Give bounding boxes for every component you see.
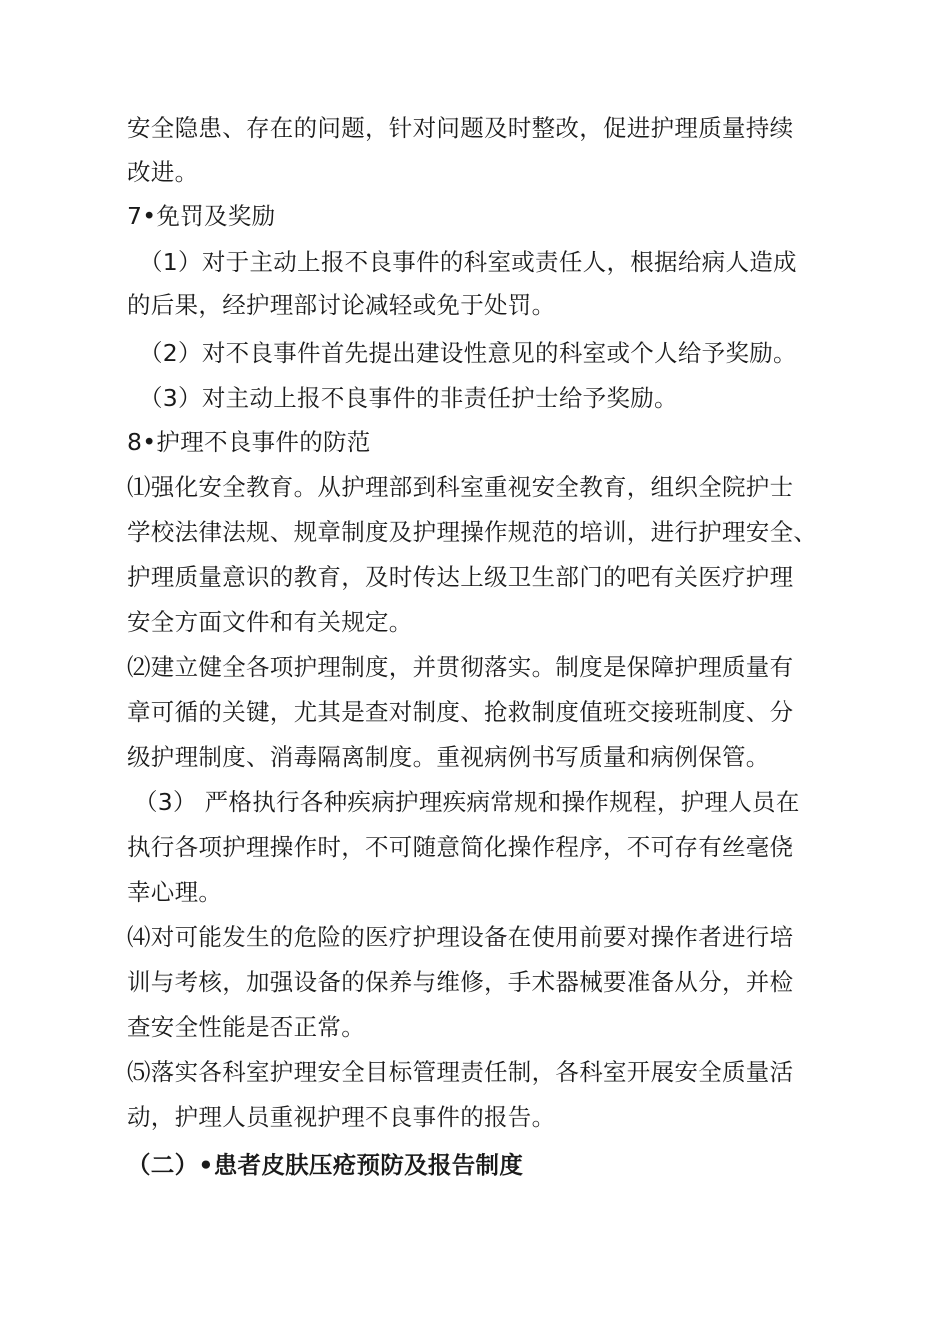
list-item: ⑴强化安全教育。从护理部到科室重视安全教育，组织全院护士 <box>127 473 794 501</box>
list-item: ⑵建立健全各项护理制度，并贯彻落实。制度是保障护理质量有 <box>127 653 794 681</box>
paragraph-line: 改进。 <box>127 158 199 186</box>
paragraph-line: 章可循的关键，尤其是查对制度、抢救制度值班交接班制度、分 <box>127 698 794 726</box>
paragraph-line: 护理质量意识的教育，及时传达上级卫生部门的吧有关医疗护理 <box>127 563 794 591</box>
list-item: ⑸落实各科室护理安全目标管理责任制，各科室开展安全质量活 <box>127 1058 794 1086</box>
paragraph-line: 执行各项护理操作时，不可随意简化操作程序，不可存有丝毫侥 <box>127 833 794 861</box>
paragraph-line: 的后果，经护理部讨论减轻或免于处罚。 <box>127 291 556 319</box>
list-item: （3） 严格执行各种疾病护理疾病常规和操作规程，护理人员在 <box>134 788 800 816</box>
subsection-heading: （二）•患者皮肤压疮预防及报告制度 <box>127 1151 524 1179</box>
paragraph-line: 幸心理。 <box>127 878 223 906</box>
list-item: （3）对主动上报不良事件的非责任护士给予奖励。 <box>139 384 678 412</box>
section-heading: 8•护理不良事件的防范 <box>127 428 371 456</box>
paragraph-line: 安全方面文件和有关规定。 <box>127 608 413 636</box>
paragraph-line: 级护理制度、消毒隔离制度。重视病例书写质量和病例保管。 <box>127 743 770 771</box>
paragraph-line: 安全隐患、存在的问题，针对问题及时整改，促进护理质量持续 <box>127 114 794 142</box>
paragraph-line: 学校法律法规、规章制度及护理操作规范的培训，进行护理安全、 <box>127 518 818 546</box>
paragraph-line: 动，护理人员重视护理不良事件的报告。 <box>127 1103 556 1131</box>
paragraph-line: 训与考核，加强设备的保养与维修，手术器械要准备从分，并检 <box>127 968 794 996</box>
list-item: （1）对于主动上报不良事件的科室或责任人，根据给病人造成 <box>139 248 797 276</box>
list-item: （2）对不良事件首先提出建设性意见的科室或个人给予奖励。 <box>139 339 797 367</box>
section-heading: 7•免罚及奖励 <box>127 202 276 230</box>
list-item: ⑷对可能发生的危险的医疗护理设备在使用前要对操作者进行培 <box>127 923 794 951</box>
paragraph-line: 查安全性能是否正常。 <box>127 1013 365 1041</box>
